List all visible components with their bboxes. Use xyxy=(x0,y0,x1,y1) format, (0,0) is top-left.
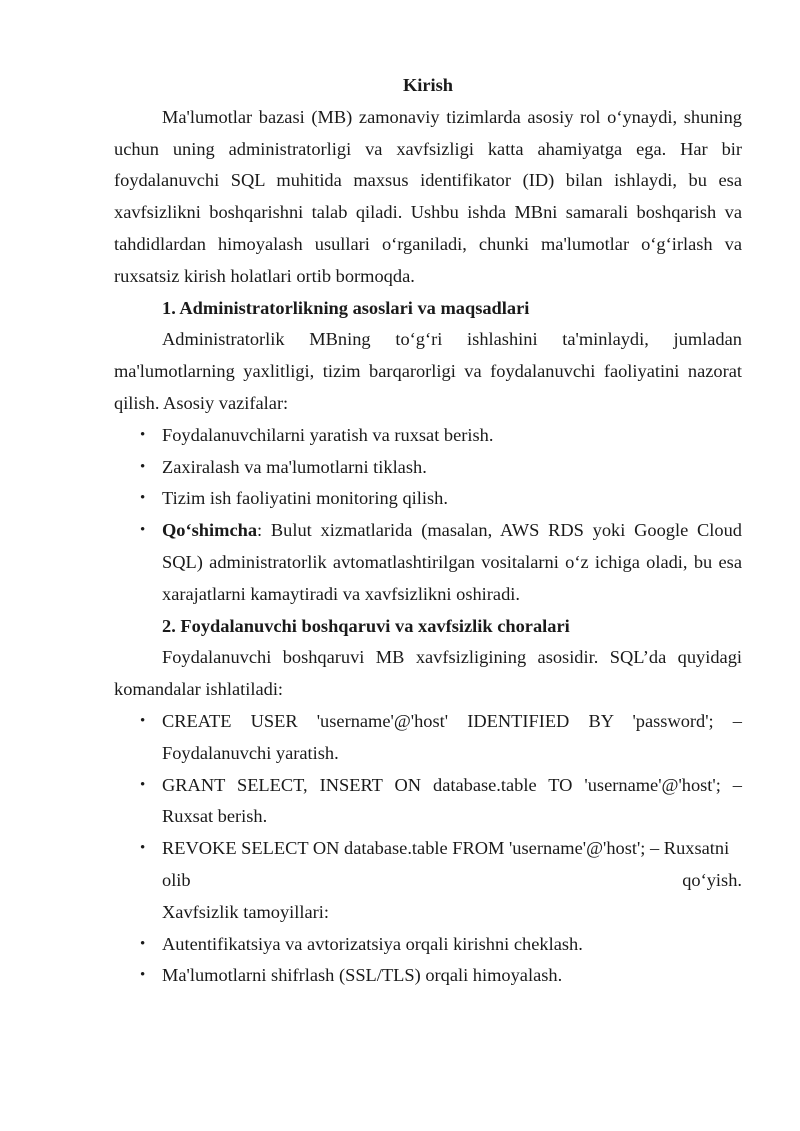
continuation-left: olib xyxy=(162,869,191,890)
list-item xyxy=(114,770,742,834)
list-item xyxy=(114,960,742,992)
bullet-icon: • xyxy=(140,490,146,507)
sql-commands-list xyxy=(114,706,742,897)
list-item xyxy=(114,929,742,961)
list-item xyxy=(114,420,742,452)
sql-command-continuation xyxy=(162,865,742,897)
list-item-text: Autentifikatsiya va avtorizatsiya orqali kirishni cheklash. xyxy=(162,933,583,954)
list-item-text: Zaxiralash va ma'lumotlarni tiklash. xyxy=(162,456,427,477)
bullet-icon: • xyxy=(140,776,146,793)
sql-command-text: REVOKE SELECT ON database.table FROM 'username'@'host'; – Ruxsatni xyxy=(162,838,730,859)
list-item-text: Tizim ish faoliyatini monitoring qilish. xyxy=(162,488,448,509)
list-item-text: Ma'lumotlarni shifrlash (SSL/TLS) orqali himoyalash. xyxy=(162,965,563,986)
section-2-paragraph: Foydalanuvchi boshqaruvi MB xavfsizligining asosidir. SQL’da quyidagi komandalar ishlatiladi: xyxy=(114,647,742,700)
list-item-text: Foydalanuvchilarni yaratish va ruxsat berish. xyxy=(162,424,494,445)
list-item xyxy=(114,483,742,515)
principles-label: Xavfsizlik tamoyillari: xyxy=(162,901,330,922)
sql-command-text: GRANT SELECT, INSERT ON database.table TO 'username'@'host'; – Ruxsat berish. xyxy=(162,774,742,827)
extra-label: Qo‘shimcha xyxy=(162,520,258,541)
bullet-icon: • xyxy=(140,458,146,475)
sql-command-text: CREATE USER 'username'@'host' IDENTIFIED BY 'password'; – Foydalanuvchi yaratish. xyxy=(162,710,742,763)
document-page xyxy=(114,70,742,992)
bullet-icon: • xyxy=(140,712,146,729)
continuation-right: qo‘yish. xyxy=(682,869,742,890)
bullet-icon: • xyxy=(140,967,146,984)
section-1-list xyxy=(114,420,742,611)
document-title: Kirish xyxy=(402,75,454,95)
section-2-heading: 2. Foydalanuvchi boshqaruvi va xavfsizlik choralari xyxy=(162,615,570,636)
section-1-heading: 1. Administratorlikning asoslari va maqsadlari xyxy=(162,297,530,318)
list-item xyxy=(114,515,742,610)
list-item xyxy=(114,452,742,484)
intro-paragraph: Ma'lumotlar bazasi (MB) zamonaviy tizimlarda asosiy rol o‘ynaydi, shuning uchun uning administratorligi va xavfsizligi katta ahamiyatga ega. Har bir foydalanuvchi SQL muhitida maxsus identifikator (ID) bilan ishlaydi, bu esa xavfsizlikni boshqarishni talab qiladi. Ushbu ishda MBni samarali boshqarish va tahdidlardan himoyalash usullari o‘rganiladi, chunki ma'lumotlar o‘g‘irlash va ruxsatsiz kirish holatlari ortib bormoqda. xyxy=(114,106,742,286)
extra-text: : Bulut xizmatlarida (masalan, AWS RDS yoki Google Cloud SQL) administratorlik avtomatlashtirilgan vositalarni o‘z ichiga oladi, bu esa xarajatlarni kamaytiradi va xavfsizlikni oshiradi. xyxy=(162,520,742,604)
bullet-icon: • xyxy=(140,522,146,539)
bullet-icon: • xyxy=(140,935,146,952)
principles-list xyxy=(114,929,742,993)
list-item xyxy=(114,833,742,897)
section-1-paragraph: Administratorlik MBning to‘g‘ri ishlashini ta'minlaydi, jumladan ma'lumotlarning yaxlitligi, tizim barqarorligi va foydalanuvchi faoliyatini nazorat qilish. Asosiy vazifalar: xyxy=(114,329,742,413)
bullet-icon: • xyxy=(140,426,146,443)
bullet-icon: • xyxy=(140,840,146,857)
list-item xyxy=(114,706,742,770)
